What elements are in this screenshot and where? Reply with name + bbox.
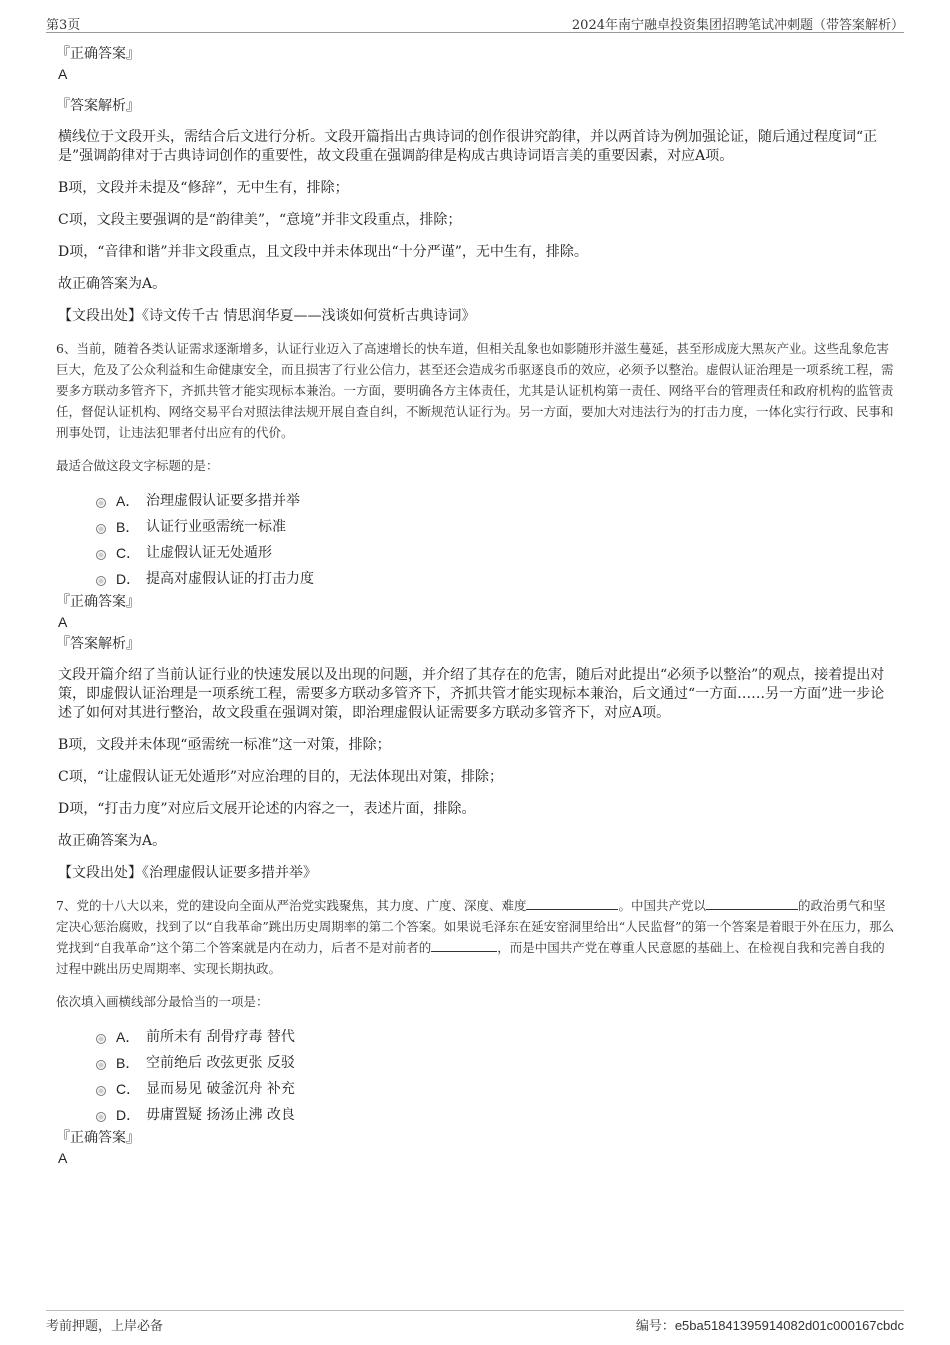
- question-stem: 6、当前，随着各类认证需求逐渐增多，认证行业迈入了高速增长的快车道，但相关乱象也如影随形并滋生蔓延，甚至形成庞大黑灰产业。这些乱象危害巨大，危及了公众利益和生命健康安全，而且损害了行业公信力，甚至还会造成劣币驱逐良币的效应，必须予以整治。虚假认证治理是一项系统工程，需要多方联动多管齐下，齐抓共管才能实现标本兼治。一方面，要明确各方主体责任，尤其是认证机构第一责任、网络平台的管理责任和政府机构的监管责任，督促认证机构、网络交易平台对照法律法规开展自查自纠，不断规范认证行为。另一方面，要加大对违法行为的打击力度，一体化实行行政、民事和刑事处罚，让违法犯罪者付出应有的代价。: [56, 341, 894, 440]
- answer-label: 『正确答案』: [56, 46, 140, 62]
- option-b[interactable]: B． 认证行业亟需统一标准: [96, 514, 896, 540]
- page-header: [46, 12, 904, 33]
- source-citation: 【文段出处】《治理虚假认证要多措并举》: [58, 865, 317, 881]
- radio-icon[interactable]: [96, 1086, 106, 1096]
- option-list: [96, 1024, 896, 1128]
- radio-icon[interactable]: [96, 1060, 106, 1070]
- analysis-paragraph: D项，“音律和谐”并非文段重点，且文段中并未体现出“十分严谨”，无中生有，排除。: [58, 244, 588, 260]
- document-code: 编号：e5ba51841395914082d01c000167cbdc: [635, 1318, 904, 1334]
- question-7: [56, 895, 896, 1168]
- analysis-paragraph: 故正确答案为A。: [58, 833, 167, 849]
- analysis-label: 『答案解析』: [56, 98, 140, 114]
- blank-1: [526, 897, 618, 910]
- analysis-paragraph: C项，文段主要强调的是“韵律美”，“意境”并非文段重点，排除；: [58, 212, 462, 228]
- question-prompt: 最适合做这段文字标题的是：: [56, 458, 219, 473]
- source-citation: 【文段出处】《诗文传千古 情思润华夏——浅谈如何赏析古典诗词》: [58, 308, 476, 324]
- radio-icon[interactable]: [96, 1112, 106, 1122]
- analysis-paragraph: C项，“让虚假认证无处遁形”对应治理的目的，无法体现出对策，排除；: [58, 769, 504, 785]
- analysis-paragraph: B项，文段并未体现“亟需统一标准”这一对策，排除；: [58, 737, 391, 753]
- answer-label: 『正确答案』: [56, 1130, 140, 1146]
- analysis-paragraph: B项，文段并未提及“修辞”，无中生有，排除；: [58, 180, 349, 196]
- correct-answer: A: [58, 614, 68, 630]
- question-6: [56, 338, 896, 883]
- option-a[interactable]: A． 前所未有 刮骨疗毒 替代: [96, 1024, 896, 1050]
- option-d[interactable]: D． 提高对虚假认证的打击力度: [96, 566, 896, 592]
- answer-label: 『正确答案』: [56, 594, 140, 610]
- option-c[interactable]: C． 显而易见 破釜沉舟 补充: [96, 1076, 896, 1102]
- blank-2: [706, 897, 798, 910]
- option-c[interactable]: C． 让虚假认证无处遁形: [96, 540, 896, 566]
- analysis-paragraph: 横线位于文段开头，需结合后文进行分析。文段开篇指出古典诗词的创作很讲究韵律，并以两首诗为例加强论证，随后通过程度词“正是”强调韵律对于古典诗词创作的重要性，故文段重在强调韵律是构成古典诗词语言美的重要因素，对应A项。: [58, 129, 878, 164]
- page-footer: [46, 1310, 904, 1337]
- radio-icon[interactable]: [96, 550, 106, 560]
- analysis-paragraph: 故正确答案为A。: [58, 276, 167, 292]
- option-list: [96, 488, 896, 592]
- question-prompt: 依次填入画横线部分最恰当的一项是：: [56, 994, 269, 1009]
- question-stem: 7、党的十八大以来，党的建设向全面从严治党实践聚焦，其力度、广度、深度、难度 。中国共产党以 的政治勇气和坚定决心惩治腐败，找到了以“自我革命”跳出历史周期率的第二个答案。如果说毛泽东在延安窑洞里给出“人民监督”的第一个答案是着眼于外在压力，那么党找到“自我革命”这个第二个答案就是内在动力，后者不是对前者的 ，而是中国共产党在尊重人民意愿的基础上、在检视自我和完善自我的过程中跳出历史周期率、实现长期执政。: [56, 898, 895, 976]
- option-a[interactable]: A． 治理虚假认证要多措并举: [96, 488, 896, 514]
- correct-answer: A: [58, 66, 68, 82]
- footer-slogan: 考前押题，上岸必备: [46, 1319, 164, 1334]
- radio-icon[interactable]: [96, 1034, 106, 1044]
- page-number: 第3页: [46, 18, 81, 33]
- radio-icon[interactable]: [96, 576, 106, 586]
- radio-icon[interactable]: [96, 524, 106, 534]
- analysis-label: 『答案解析』: [56, 636, 140, 652]
- analysis-paragraph: D项，“打击力度”对应后文展开论述的内容之一，表述片面，排除。: [58, 801, 476, 817]
- option-d[interactable]: D． 毋庸置疑 扬汤止沸 改良: [96, 1102, 896, 1128]
- analysis-paragraph: 文段开篇介绍了当前认证行业的快速发展以及出现的问题，并介绍了其存在的危害，随后对此提出“必须予以整治”的观点，接着提出对策，即虚假认证治理是一项系统工程，需要多方联动多管齐下，齐抓共管才能实现标本兼治，后文通过“一方面……另一方面”进一步论述了如何对其进行整治，故文段重在强调对策，即治理虚假认证需要多方联动多管齐下，对应A项。: [58, 667, 885, 721]
- blank-3: [431, 939, 497, 952]
- document-body: [56, 44, 896, 1168]
- radio-icon[interactable]: [96, 498, 106, 508]
- question-5-tail: [56, 44, 896, 326]
- correct-answer: A: [58, 1150, 68, 1166]
- document-title: 2024年南宁融卓投资集团招聘笔试冲刺题（带答案解析）: [571, 18, 904, 33]
- option-b[interactable]: B． 空前绝后 改弦更张 反驳: [96, 1050, 896, 1076]
